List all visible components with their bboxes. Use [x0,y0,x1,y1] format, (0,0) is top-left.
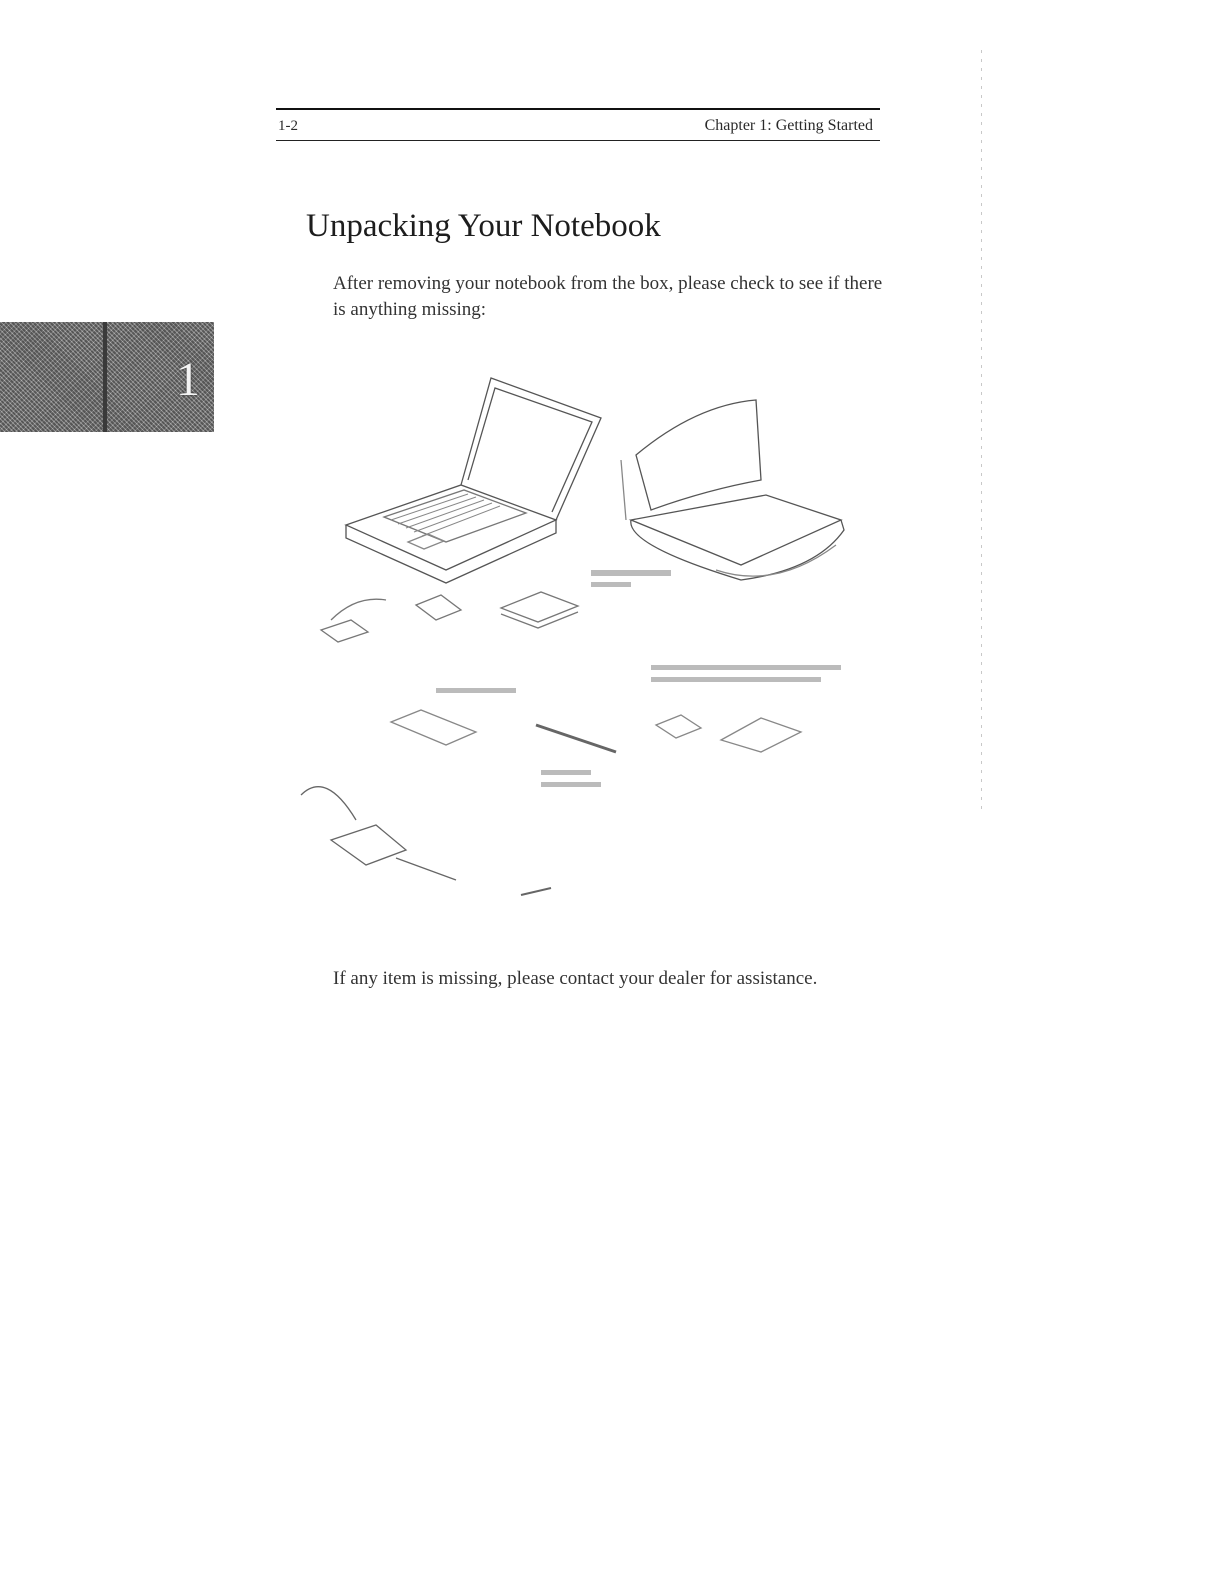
intro-paragraph: After removing your notebook from the box, please check to see if there is anything missing: [333,273,883,320]
ac-adapter-drawing [301,787,551,895]
faint-labels [436,570,841,787]
accessories-row-drawing [321,592,578,642]
section-title: Unpacking Your Notebook [306,208,661,244]
header-rule-bottom [276,140,880,141]
accessories-row-2-drawing [391,710,801,752]
chapter-tab-number: 1 [176,353,200,406]
page-number: 1-2 [278,118,298,134]
carrying-bag-drawing [621,400,844,580]
closing-paragraph: If any item is missing, please contact your dealer for assistance. [333,968,818,989]
margin-dotted-line [981,50,982,810]
notebook-computer-drawing [346,378,601,583]
package-contents-illustration [296,370,866,915]
header-rule-top [276,108,880,110]
running-header: Chapter 1: Getting Started [704,117,873,134]
chapter-tab-divider [103,322,107,432]
